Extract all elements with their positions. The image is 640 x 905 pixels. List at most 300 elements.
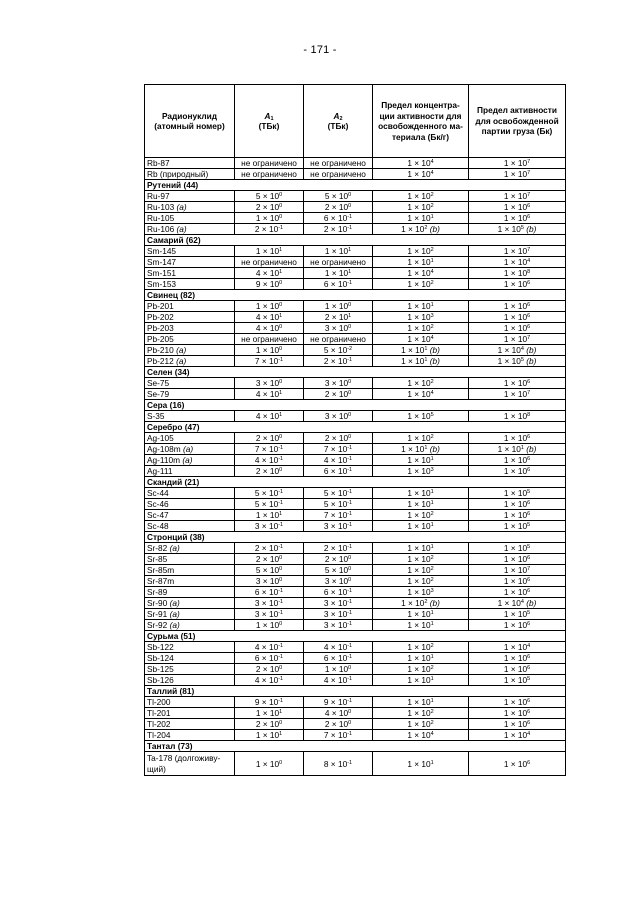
a2-value-exponent: -1 <box>347 214 353 220</box>
a2-value <box>304 488 373 499</box>
a1-value-base: 9 × 10 <box>254 697 279 707</box>
a2-value-exponent: -1 <box>347 522 353 528</box>
a2-value <box>304 202 373 213</box>
nuclide-name: Tl-202 <box>147 719 171 729</box>
nuclide-name: Ru-105 <box>147 213 175 223</box>
activity-limit-base: 1 × 10 <box>503 279 528 289</box>
table-row <box>145 675 566 686</box>
activity-limit-base: 1 × 10 <box>503 378 528 388</box>
activity-limit-base: 1 × 10 <box>503 301 528 311</box>
a2-value <box>304 708 373 719</box>
activity-limit-exponent: 6 <box>527 654 531 660</box>
activity-limit <box>469 312 566 323</box>
activity-limit <box>469 609 566 620</box>
concentration-limit-exponent: 1 <box>430 258 434 264</box>
header-a1-symbol: A <box>264 110 271 121</box>
a1-value <box>235 708 304 719</box>
concentration-limit <box>373 433 469 444</box>
a1-value-base: 5 × 10 <box>255 565 280 575</box>
a1-value-exponent: -1 <box>278 544 284 550</box>
a2-value <box>304 301 373 312</box>
a2-value <box>304 279 373 290</box>
a1-value-exponent: 0 <box>279 203 283 209</box>
a1-value <box>235 455 304 466</box>
activity-limit-base: 1 × 10 <box>503 719 528 729</box>
concentration-limit <box>373 543 469 554</box>
a2-value-exponent: -1 <box>347 511 353 517</box>
a1-value-exponent: 1 <box>279 269 283 275</box>
activity-limit-base: 1 × 10 <box>503 433 528 443</box>
a1-value-base: 4 × 10 <box>254 642 279 652</box>
a2-value-base: 8 × 10 <box>323 758 348 769</box>
a1-value-exponent: 1 <box>279 390 283 396</box>
table-row <box>145 664 566 675</box>
nuclide-cell <box>145 202 235 213</box>
a2-value <box>304 433 373 444</box>
nuclide-name: Sr-82 <box>147 543 168 553</box>
a2-value <box>304 257 373 268</box>
a1-value <box>235 246 304 257</box>
activity-limit-footnote: (b) <box>526 345 537 355</box>
a1-value <box>235 378 304 389</box>
concentration-limit-base: 1 × 10 <box>407 565 431 575</box>
nuclide-footnote: (а) <box>182 444 194 454</box>
a1-value-base: 4 × 10 <box>255 268 280 278</box>
activity-limit-base: 1 × 10 <box>503 499 528 509</box>
a2-value-exponent: -1 <box>347 489 353 495</box>
a2-value <box>304 169 373 180</box>
concentration-limit-footnote: (b) <box>429 444 440 454</box>
activity-limit <box>469 620 566 631</box>
nuclide-cell <box>145 554 235 565</box>
activity-limit-base: 1 × 10 <box>503 642 528 652</box>
nuclide-name: Pb-210 <box>147 345 174 355</box>
nuclide-cell <box>145 268 235 279</box>
a1-value-base: 2 × 10 <box>254 543 279 553</box>
activity-limit-exponent: 6 <box>527 720 531 726</box>
a1-value-exponent: -1 <box>278 599 284 605</box>
a1-value <box>235 499 304 510</box>
table-row <box>145 697 566 708</box>
concentration-limit-exponent: 4 <box>430 731 434 737</box>
a1-value <box>235 213 304 224</box>
a1-value-base: 4 × 10 <box>254 455 279 465</box>
activity-limit-exponent: 1 <box>520 445 524 451</box>
a1-value-exponent: 0 <box>279 324 283 330</box>
a1-value <box>235 609 304 620</box>
header-nuclide: Радионуклид (атомный номер) <box>145 85 235 158</box>
a1-value-exponent: -1 <box>278 456 284 462</box>
concentration-limit-exponent: 4 <box>430 390 434 396</box>
concentration-limit <box>373 312 469 323</box>
activity-limit <box>469 334 566 345</box>
nuclide-name: Tl-204 <box>147 730 171 740</box>
table-row <box>145 279 566 290</box>
concentration-limit-base: 1 × 10 <box>407 642 431 652</box>
activity-limit <box>469 389 566 400</box>
nuclide-name: Sr-87m <box>147 576 175 586</box>
nuclide-name: Pb-205 <box>147 334 174 344</box>
activity-limit-exponent: 6 <box>527 500 531 506</box>
table-row <box>145 334 566 345</box>
activity-limit-exponent: 6 <box>527 434 531 440</box>
concentration-limit <box>373 202 469 213</box>
a1-value <box>235 312 304 323</box>
nuclide-cell <box>145 543 235 554</box>
nuclide-name: Sm-151 <box>147 268 177 278</box>
a2-value-exponent: 0 <box>348 720 352 726</box>
concentration-limit-exponent: 2 <box>430 709 434 715</box>
a1-value-base: 5 × 10 <box>254 499 279 509</box>
concentration-limit <box>373 708 469 719</box>
concentration-limit-exponent: 2 <box>430 434 434 440</box>
a1-value-exponent: 0 <box>279 665 283 671</box>
a1-value <box>235 576 304 587</box>
a2-value <box>304 246 373 257</box>
activity-limit-base: 1 × 10 <box>503 730 528 740</box>
header-a2 <box>304 85 373 158</box>
a2-value-exponent: -1 <box>347 280 353 286</box>
concentration-limit-exponent: 1 <box>430 500 434 506</box>
table-row <box>145 488 566 499</box>
concentration-limit-base: 1 × 10 <box>407 543 431 553</box>
a1-value-exponent: 0 <box>279 192 283 198</box>
a1-value <box>235 653 304 664</box>
a1-value <box>235 587 304 598</box>
concentration-limit-footnote: (b) <box>429 598 440 608</box>
a1-value <box>235 411 304 422</box>
concentration-limit-base: 1 × 10 <box>407 257 431 267</box>
table-row <box>145 257 566 268</box>
concentration-limit <box>373 279 469 290</box>
table-row <box>145 598 566 609</box>
concentration-limit-exponent: 5 <box>430 412 434 418</box>
concentration-limit-exponent: 2 <box>430 665 434 671</box>
activity-limit-exponent: 5 <box>527 544 531 550</box>
concentration-limit-exponent: 1 <box>430 544 434 550</box>
a1-value-exponent: 0 <box>279 379 283 385</box>
activity-limit-base: 1 × 10 <box>503 653 528 663</box>
a1-value <box>235 158 304 169</box>
activity-limit <box>469 444 566 455</box>
activity-limit-base: 1 × 10 <box>503 158 528 168</box>
a2-value-exponent: 1 <box>348 247 352 253</box>
concentration-limit <box>373 719 469 730</box>
a1-value-exponent: 0 <box>279 555 283 561</box>
activity-limit <box>469 576 566 587</box>
a1-value <box>235 389 304 400</box>
a1-value-exponent: -1 <box>278 500 284 506</box>
concentration-limit <box>373 587 469 598</box>
activity-limit-exponent: 6 <box>527 313 531 319</box>
table-row <box>145 433 566 444</box>
activity-limit-base: 1 × 10 <box>503 312 528 322</box>
a2-value <box>304 389 373 400</box>
a1-value <box>235 301 304 312</box>
nuclide-name: Sc-46 <box>147 499 169 509</box>
a2-value <box>304 719 373 730</box>
table-row <box>145 213 566 224</box>
table-row <box>145 246 566 257</box>
a1-value-base: 3 × 10 <box>254 609 279 619</box>
table-row <box>145 565 566 576</box>
a1-value-base: 4 × 10 <box>255 323 280 333</box>
concentration-limit <box>373 411 469 422</box>
activity-limit-exponent: 4 <box>520 346 524 352</box>
a1-value-base: 7 × 10 <box>254 444 279 454</box>
a1-value-base: 6 × 10 <box>254 587 279 597</box>
a1-value-base: 2 × 10 <box>255 466 280 476</box>
activity-limit <box>469 752 566 776</box>
activity-limit-base: 1 × 10 <box>503 169 528 179</box>
activity-limit <box>469 653 566 664</box>
a2-value-base: не ограничено <box>310 257 366 267</box>
nuclide-footnote: (а) <box>176 202 187 212</box>
concentration-limit-base: 1 × 10 <box>407 279 431 289</box>
a2-value <box>304 455 373 466</box>
nuclide-footnote: (а) <box>176 356 187 366</box>
concentration-limit <box>373 378 469 389</box>
element-group-label: Скандий (21) <box>145 477 566 488</box>
a2-value <box>304 620 373 631</box>
a2-value <box>304 521 373 532</box>
concentration-limit <box>373 598 469 609</box>
a1-value-base: 4 × 10 <box>255 411 280 421</box>
a2-value-exponent: 0 <box>348 566 352 572</box>
concentration-limit <box>373 554 469 565</box>
a1-value <box>235 169 304 180</box>
concentration-limit <box>373 455 469 466</box>
a2-value-exponent: 0 <box>348 434 352 440</box>
activity-limit <box>469 642 566 653</box>
element-group-row <box>145 532 566 543</box>
a2-value-base: 4 × 10 <box>324 708 349 718</box>
activity-limit-footnote: (b) <box>526 598 537 608</box>
a2-value-base: 5 × 10 <box>323 488 348 498</box>
a1-value-base: 9 × 10 <box>255 279 280 289</box>
table-row <box>145 587 566 598</box>
a2-value-exponent: 1 <box>348 313 352 319</box>
nuclide-name: Ag-111 <box>147 466 173 476</box>
a1-value-exponent: -1 <box>278 654 284 660</box>
a1-value-base: 1 × 10 <box>255 345 280 355</box>
concentration-limit-base: 1 × 10 <box>407 268 431 278</box>
a1-value <box>235 191 304 202</box>
nuclide-cell <box>145 191 235 202</box>
concentration-limit-exponent: 4 <box>430 170 434 176</box>
concentration-limit-exponent: 2 <box>430 566 434 572</box>
activity-limit-base: 1 × 10 <box>503 697 528 707</box>
a1-value <box>235 444 304 455</box>
activity-limit-exponent: 6 <box>527 577 531 583</box>
a1-value <box>235 521 304 532</box>
a2-value-exponent: -1 <box>347 759 353 766</box>
activity-limit-base: 1 × 10 <box>497 598 521 608</box>
nuclide-cell <box>145 620 235 631</box>
a1-value-base: 1 × 10 <box>255 213 280 223</box>
nuclide-name: Sc-48 <box>147 521 169 531</box>
table-row <box>145 653 566 664</box>
a2-value-exponent: 0 <box>348 665 352 671</box>
concentration-limit-base: 1 × 10 <box>407 158 431 168</box>
activity-limit-base: 1 × 10 <box>503 268 528 278</box>
concentration-limit-exponent: 4 <box>430 269 434 275</box>
a1-value-base: 4 × 10 <box>255 312 280 322</box>
element-group-row <box>145 631 566 642</box>
concentration-limit <box>373 697 469 708</box>
a1-value-exponent: 0 <box>279 621 283 627</box>
element-group-row <box>145 290 566 301</box>
concentration-limit <box>373 444 469 455</box>
nuclide-name: Ru-97 <box>147 191 170 201</box>
a2-value <box>304 653 373 664</box>
a2-value-base: 6 × 10 <box>323 213 348 223</box>
a1-value-base: 3 × 10 <box>254 521 279 531</box>
concentration-limit-exponent: 2 <box>430 643 434 649</box>
a1-value-exponent: 0 <box>279 720 283 726</box>
concentration-limit <box>373 576 469 587</box>
a1-value <box>235 466 304 477</box>
a2-value-base: 2 × 10 <box>323 224 348 234</box>
concentration-limit-base: 1 × 10 <box>407 609 431 619</box>
concentration-limit <box>373 752 469 776</box>
concentration-limit-exponent: 2 <box>430 720 434 726</box>
header-a1-unit: (ТБк) <box>258 121 280 131</box>
activity-limit <box>469 378 566 389</box>
a2-value-base: 2 × 10 <box>324 389 349 399</box>
a2-value-base: 2 × 10 <box>324 554 349 564</box>
concentration-limit-exponent: 2 <box>430 203 434 209</box>
a2-value-base: 1 × 10 <box>324 664 349 674</box>
a1-value-base: 2 × 10 <box>254 224 279 234</box>
nuclide-cell <box>145 301 235 312</box>
concentration-limit-exponent: 4 <box>430 159 434 165</box>
nuclide-cell <box>145 697 235 708</box>
a1-value <box>235 697 304 708</box>
header-a1 <box>235 85 304 158</box>
header-concentration-limit: Предел концентра-ции активности для освобожденного ма-териала (Бк/г) <box>373 85 469 158</box>
concentration-limit-exponent: 1 <box>430 676 434 682</box>
a1-value-exponent: -1 <box>278 445 284 451</box>
a2-value-base: 7 × 10 <box>323 444 348 454</box>
a2-value-base: 3 × 10 <box>323 620 348 630</box>
activity-limit <box>469 598 566 609</box>
element-group-label: Рутений (44) <box>145 180 566 191</box>
activity-limit <box>469 708 566 719</box>
concentration-limit-base: 1 × 10 <box>407 389 431 399</box>
table-row <box>145 378 566 389</box>
element-group-label: Тантал (73) <box>145 741 566 752</box>
concentration-limit-base: 1 × 10 <box>407 466 431 476</box>
a2-value-base: 6 × 10 <box>323 279 348 289</box>
a2-value-exponent: -1 <box>347 731 353 737</box>
activity-limit <box>469 323 566 334</box>
nuclide-cell <box>145 224 235 235</box>
element-group-row <box>145 741 566 752</box>
activity-limit <box>469 565 566 576</box>
table-row <box>145 521 566 532</box>
nuclide-name: Ru-106 <box>147 224 175 234</box>
activity-limit-exponent: 6 <box>527 456 531 462</box>
a2-value-base: 6 × 10 <box>323 587 348 597</box>
element-group-row <box>145 180 566 191</box>
a2-value <box>304 664 373 675</box>
a1-value-exponent: -1 <box>278 357 284 363</box>
element-group-row <box>145 367 566 378</box>
activity-limit-exponent: 6 <box>527 214 531 220</box>
element-group-row <box>145 686 566 697</box>
activity-limit <box>469 521 566 532</box>
concentration-limit-base: 1 × 10 <box>407 675 431 685</box>
activity-limit-exponent: 5 <box>527 610 531 616</box>
a2-value-exponent: -1 <box>347 544 353 550</box>
concentration-limit <box>373 609 469 620</box>
nuclide-cell <box>145 510 235 521</box>
a1-value <box>235 202 304 213</box>
concentration-limit <box>373 653 469 664</box>
nuclide-name: Sm-153 <box>147 279 177 289</box>
table-row <box>145 642 566 653</box>
activity-limit <box>469 224 566 235</box>
concentration-limit-exponent: 1 <box>430 302 434 308</box>
concentration-limit-exponent: 1 <box>430 214 434 220</box>
a1-value <box>235 279 304 290</box>
concentration-limit-exponent: 3 <box>430 467 434 473</box>
nuclide-name: Sr-89 <box>147 587 168 597</box>
activity-limit <box>469 466 566 477</box>
concentration-limit <box>373 169 469 180</box>
concentration-limit-footnote: (b) <box>429 224 440 234</box>
table-row <box>145 466 566 477</box>
activity-limit <box>469 554 566 565</box>
activity-limit <box>469 697 566 708</box>
a2-value-base: 2 × 10 <box>324 719 349 729</box>
activity-limit-base: 1 × 10 <box>503 521 528 531</box>
concentration-limit <box>373 268 469 279</box>
activity-limit-exponent: 5 <box>527 676 531 682</box>
a1-value <box>235 730 304 741</box>
a2-value-exponent: 0 <box>348 577 352 583</box>
a2-value-exponent: -1 <box>347 225 353 231</box>
table-row <box>145 499 566 510</box>
activity-limit <box>469 719 566 730</box>
a2-value <box>304 444 373 455</box>
a2-value <box>304 158 373 169</box>
concentration-limit <box>373 675 469 686</box>
a1-value-base: 1 × 10 <box>255 708 280 718</box>
element-group-label: Сурьма (51) <box>145 631 566 642</box>
activity-limit-exponent: 6 <box>527 203 531 209</box>
table-row <box>145 356 566 367</box>
a2-value <box>304 675 373 686</box>
activity-limit-base: 1 × 10 <box>503 323 528 333</box>
concentration-limit <box>373 334 469 345</box>
concentration-limit-base: 1 × 10 <box>407 312 431 322</box>
activity-limit <box>469 675 566 686</box>
table-row <box>145 708 566 719</box>
table-row <box>145 752 566 776</box>
table-row <box>145 323 566 334</box>
a1-value <box>235 510 304 521</box>
a1-value-exponent: 1 <box>279 709 283 715</box>
a2-value-base: 5 × 10 <box>324 191 349 201</box>
concentration-limit-base: 1 × 10 <box>407 378 431 388</box>
concentration-limit-footnote: (b) <box>429 356 440 366</box>
nuclide-name: Ag-108m <box>147 444 181 454</box>
a1-value-base: 3 × 10 <box>254 598 279 608</box>
a2-value <box>304 510 373 521</box>
a2-value-base: 4 × 10 <box>323 455 348 465</box>
